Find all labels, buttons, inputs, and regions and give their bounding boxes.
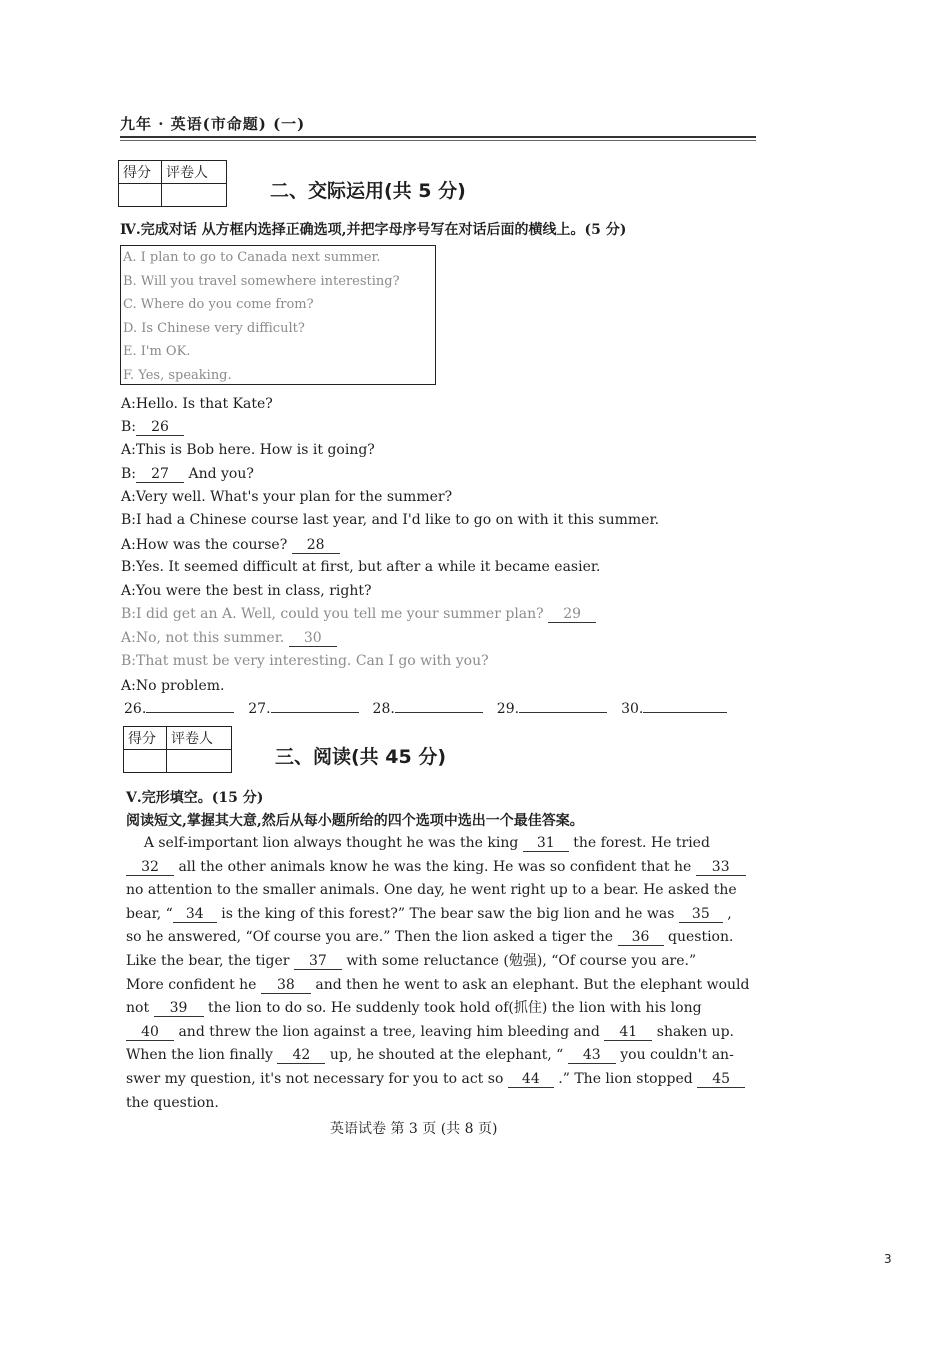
passage-line: swer my question, it's not necessary for you to act so 44 .” The lion stopped 45 bbox=[126, 1068, 766, 1092]
cloze-blank-32[interactable]: 32 bbox=[126, 859, 174, 876]
answer-blank-27[interactable]: 27 bbox=[136, 466, 184, 483]
answer-row bbox=[124, 701, 727, 717]
section3-instruction: 阅读短文,掌握其大意,然后从每小题所给的四个选项中选出一个最佳答案。 bbox=[126, 813, 584, 829]
answer-blank-28[interactable]: 28 bbox=[292, 537, 340, 554]
passage-line: the question. bbox=[126, 1094, 219, 1111]
cloze-blank-35[interactable]: 35 bbox=[679, 906, 723, 923]
answer-blank-29[interactable]: 29 bbox=[548, 606, 596, 623]
answer-blank-26[interactable]: 26 bbox=[136, 419, 184, 436]
options-box bbox=[120, 245, 436, 385]
answer-label-28: 28. bbox=[372, 701, 395, 717]
passage-line: no attention to the smaller animals. One day, he went right up to a bear. He asked the bbox=[126, 882, 737, 899]
cloze-blank-43[interactable]: 43 bbox=[568, 1047, 616, 1064]
score-label: 得分 bbox=[124, 727, 167, 750]
section2-title: 二、交际运用(共 5 分) bbox=[270, 180, 466, 202]
dialogue-line: A:Very well. What's your plan for the summer? bbox=[121, 489, 453, 505]
grader-label: 评卷人 bbox=[167, 727, 232, 750]
option-c: C. Where do you come from? bbox=[123, 297, 314, 312]
answer-line-29[interactable] bbox=[519, 712, 607, 713]
dialogue-text: A:How was the course? bbox=[121, 537, 292, 553]
score-cell bbox=[124, 750, 167, 773]
cloze-blank-38[interactable]: 38 bbox=[261, 977, 311, 994]
section3-title: 三、阅读(共 45 分) bbox=[275, 746, 447, 768]
dialogue-text: A:No, not this summer. bbox=[121, 630, 289, 646]
answer-line-27[interactable] bbox=[271, 712, 359, 713]
dialogue-line: A:This is Bob here. How is it going? bbox=[121, 442, 375, 458]
score-box-section3 bbox=[123, 726, 232, 773]
speaker: B: bbox=[121, 466, 137, 482]
score-box-section2 bbox=[118, 160, 227, 207]
dialogue-line: B:Yes. It seemed difficult at first, but after a while it became easier. bbox=[121, 559, 601, 575]
dialogue-line: B:That must be very interesting. Can I go with you? bbox=[121, 653, 489, 669]
cloze-blank-36[interactable]: 36 bbox=[618, 929, 664, 946]
cloze-passage bbox=[126, 832, 766, 1115]
cloze-blank-40[interactable]: 40 bbox=[126, 1024, 174, 1041]
passage-line: More confident he 38 and then he went to ask an elephant. But the elephant would bbox=[126, 976, 750, 993]
score-label: 得分 bbox=[119, 161, 162, 184]
cloze-blank-33[interactable]: 33 bbox=[696, 859, 746, 876]
grader-label: 评卷人 bbox=[162, 161, 227, 184]
cloze-blank-45[interactable]: 45 bbox=[697, 1071, 745, 1088]
passage-line: 32 all the other animals know he was the king. He was so confident that he 33 bbox=[126, 856, 766, 880]
passage-line: 40 and threw the lion against a tree, leaving him bleeding and 41 shaken up. bbox=[126, 1021, 766, 1045]
passage-line: Like the bear, the tiger 37 with some reluctance (勉强), “Of course you are.” bbox=[126, 952, 697, 969]
cloze-blank-37[interactable]: 37 bbox=[294, 953, 342, 970]
header-rule-thin bbox=[120, 140, 756, 141]
dialogue-line: A:No problem. bbox=[121, 678, 225, 694]
speaker: B: bbox=[121, 419, 137, 435]
dialogue-line bbox=[121, 419, 184, 436]
header-rule bbox=[120, 136, 756, 138]
passage-line: bear, “ 34 is the king of this forest?” The bear saw the big lion and he was 35 , bbox=[126, 905, 732, 922]
answer-line-28[interactable] bbox=[395, 712, 483, 713]
dialogue-text: And you? bbox=[184, 466, 254, 482]
passage-line: When the lion finally 42 up, he shouted at the elephant, “ 43 you couldn't an- bbox=[126, 1047, 734, 1064]
dialogue-line: A:You were the best in class, right? bbox=[121, 583, 372, 599]
score-cell bbox=[119, 184, 162, 207]
answer-line-26[interactable] bbox=[146, 712, 234, 713]
grader-cell bbox=[162, 184, 227, 207]
option-f: F. Yes, speaking. bbox=[123, 367, 232, 383]
cloze-blank-39[interactable]: 39 bbox=[154, 1000, 204, 1017]
answer-label-26: 26. bbox=[124, 701, 147, 717]
dialogue-text: B:I did get an A. Well, could you tell me your summer plan? bbox=[121, 606, 549, 622]
page-number: 3 bbox=[884, 1252, 892, 1266]
option-d: D. Is Chinese very difficult? bbox=[123, 320, 305, 336]
dialogue-line: A:Hello. Is that Kate? bbox=[121, 396, 273, 412]
answer-blank-30[interactable]: 30 bbox=[289, 630, 337, 647]
option-a: A. I plan to go to Canada next summer. bbox=[123, 250, 381, 265]
page-footer: 英语试卷 第 3 页 (共 8 页) bbox=[330, 1121, 498, 1137]
passage-line: A self-important lion always thought he was the king 31 the forest. He tried bbox=[143, 835, 710, 851]
exam-header: 九年 · 英语(市命题) (一) bbox=[120, 115, 306, 133]
dialogue-line bbox=[121, 537, 340, 554]
answer-label-30: 30. bbox=[621, 701, 644, 717]
option-e: E. I'm OK. bbox=[123, 344, 191, 359]
section3-subtitle: Ⅴ.完形填空。(15 分) bbox=[126, 790, 264, 806]
dialogue-line bbox=[121, 606, 596, 623]
answer-label-29: 29. bbox=[496, 701, 520, 717]
dialogue-line: B:I had a Chinese course last year, and I'd like to go on with it this summer. bbox=[121, 512, 660, 528]
cloze-blank-34[interactable]: 34 bbox=[173, 906, 217, 923]
answer-label-27: 27. bbox=[248, 701, 271, 717]
grader-cell bbox=[167, 750, 232, 773]
answer-line-30[interactable] bbox=[643, 712, 727, 713]
passage-line: not 39 the lion to do so. He suddenly took hold of(抓住) the lion with his long bbox=[126, 1000, 702, 1017]
cloze-blank-41[interactable]: 41 bbox=[604, 1024, 652, 1041]
option-b: B. Will you travel somewhere interesting? bbox=[123, 273, 400, 289]
dialogue-line bbox=[121, 466, 254, 483]
dialogue-line bbox=[121, 630, 337, 647]
passage-line: so he answered, “Of course you are.” Then the lion asked a tiger the 36 question. bbox=[126, 929, 734, 946]
cloze-blank-44[interactable]: 44 bbox=[508, 1071, 554, 1088]
cloze-blank-31[interactable]: 31 bbox=[523, 835, 569, 852]
section2-instruction: Ⅳ.完成对话 从方框内选择正确选项,并把字母序号写在对话后面的横线上。(5 分) bbox=[120, 222, 627, 238]
cloze-blank-42[interactable]: 42 bbox=[277, 1047, 325, 1064]
